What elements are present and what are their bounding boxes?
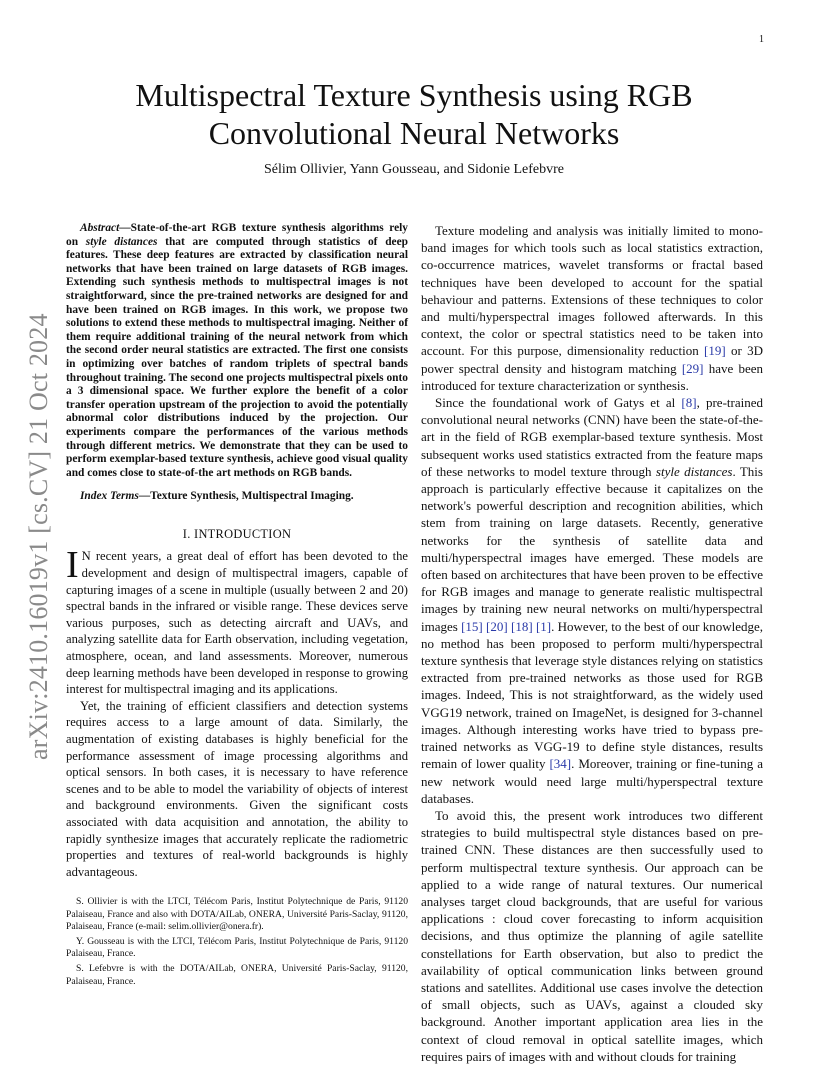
text-run: . This approach is particularly effective because it capitalizes on the network's powerful description and recognition abilities, which stem from training on large datasets. Recently, generative networks for the synthesis of satellite data and multi/hyperspectral images have emerged. These models are often based on architectures that have been proven to be effective for RGB images and manage to generate realistic multispectral images by training new neural networks on multi/hyperspectral images bbox=[421, 463, 763, 634]
text-run: . However, to the best of our knowledge, no method has been proposed to perform multi/hyperspectral texture synthesis that leverage style distances relying on statistics extracted from pre-trained networks as those used for RGB images. Indeed, This is not straightforward, as the widely used VGG19 network, trained on ImageNet, is designed for 3-channel images. Although interesting works have tried to bypass pre-trained networks as VGG-19 to define style distances, results remain of lower quality bbox=[421, 618, 764, 772]
abstract-text-2: that are computed through statistics of deep features. These deep features are extracted by classification neural networks that have been trained on large datasets of RGB images. Extending such synthesis methods to multispectral images is not straightforward, since the pre-trained networks are designed for and have been trained on RGB images. In this work, we propose two solutions to extend these methods to multispectral imaging. Neither of them require additional training of the neural network from which the second order neural statistics are extracted. The first one consists in optimizing over batches of random triplets of spectral bands throughout training. The second one projects multispectral pixels onto a 3 dimensional space. We further explore the benefit of a color transfer operation upstream of the projection to avoid the potentially abnormal color distributions induced by the projection. Our experiments compare the performances of the various methods through different metrics. We demonstrate that they can be used to perform exemplar-based texture synthesis, achieve good visual quality and comes close to state-of-the art methods on RGB bands. bbox=[66, 235, 408, 479]
dropcap-letter: I bbox=[66, 544, 79, 587]
citation-link[interactable]: [20] bbox=[486, 618, 508, 634]
abstract-lead: Abstract bbox=[80, 222, 120, 234]
citation-link[interactable]: [34] bbox=[549, 756, 572, 772]
abstract bbox=[66, 222, 408, 480]
page-number: 1 bbox=[759, 34, 764, 45]
abstract-emphasis: style distances bbox=[85, 235, 158, 248]
intro-paragraph-1 bbox=[66, 544, 408, 697]
citation-link[interactable]: [18] bbox=[511, 618, 533, 634]
right-paragraph-3: To avoid this, the present work introduces two different strategies to build multispectral style distances based on pre-trained CNN. These distances are then successfully used to perform multispectral texture synthesis. Our approach can be applied to a wide range of natural textures. Our numerical analyses target cloud backgrounds, that are useful for various applications : cloud cover forecasting to inform acquisition decisions, and thus optimize the planning of agile satellite constellations for Earth observation, but also to predict the availability of optical communication links between ground stations and satellites. Additional use cases involve the detection of small objects, such as UAVs, against a clouded sky background. Another important application area lies in the context of cloud removal in optical satellite images, which requires pairs of images with and without clouds for training bbox=[421, 807, 763, 1064]
author-list: Sélim Ollivier, Yann Gousseau, and Sidonie Lefebvre bbox=[263, 162, 564, 177]
text-run: or 3D power spectral density and histogram matching bbox=[421, 343, 763, 376]
emphasis-text: style distances bbox=[655, 463, 733, 479]
citation-link[interactable]: [1] bbox=[535, 618, 552, 634]
citation-link[interactable]: [8] bbox=[681, 395, 697, 411]
footnote-3: S. Lefebvre is with the DOTA/AILab, ONERA, Université Paris-Saclay, 91120, Palaiseau, France. bbox=[66, 963, 408, 987]
text-run: Since the foundational work of Gatys et al bbox=[435, 395, 682, 411]
section-title-rest: NTRODUCTION bbox=[198, 526, 292, 541]
index-terms-text: Texture Synthesis, Multispectral Imaging. bbox=[150, 490, 354, 503]
title-line-2: Convolutional Neural Networks bbox=[208, 115, 620, 151]
intro-paragraph-2: Yet, the training of efficient classifiers and detection systems requires access to a large amount of data. Similarly, the augmentation of existing databases is highly beneficial for the performance assessment of image processing algorithms and optical sensors. In both cases, it is necessary to have reference scenes and to be able to model the variability of objects of interest and background environments. Given the significant costs associated with data acquisition and annotation, the ability to rapidly synthesize images that accurately replicate the radiometric properties and textures of real-world backgrounds is highly advantageous. bbox=[66, 698, 408, 879]
citation-link[interactable]: [29] bbox=[681, 360, 704, 376]
section-numeral: I. bbox=[182, 526, 194, 541]
text-run: have been introduced for texture characterization or synthesis. bbox=[421, 360, 763, 393]
right-column bbox=[421, 222, 763, 1065]
citation-link[interactable]: [15] bbox=[461, 618, 483, 634]
arxiv-identifier-stamp[interactable]: arXiv:2410.16019v1 [cs.CV] 21 Oct 2024 bbox=[24, 313, 53, 760]
left-column bbox=[66, 222, 408, 991]
text-run: . Moreover, training or fine-tuning a new network would need large multi/hyperspectral texture databases. bbox=[421, 756, 763, 806]
index-terms bbox=[66, 490, 408, 504]
footnotes bbox=[66, 896, 408, 987]
section-title-initial: I bbox=[194, 526, 199, 541]
right-paragraph-2 bbox=[421, 394, 763, 807]
title-line-1: Multispectral Texture Synthesis using RGB bbox=[135, 77, 693, 113]
index-terms-lead: Index Terms bbox=[80, 490, 139, 503]
right-paragraph-1 bbox=[421, 222, 763, 394]
intro-paragraph-1-text: N recent years, a great deal of effort has been devoted to the development and design of multispectral imagers, capable of capturing images of a scene in multiple (usually between 2 and 20) spectral bands in the infrared or visible range. These devices serve various purposes, such as detecting aircraft and UAVs, and analyzing satellite data for Earth observation, including vegetation, atmosphere, ocean, and land assessments. Moreover, numerous deep learning methods have been developed in response to growing interest for multispectral imaging and its applications. bbox=[66, 549, 408, 697]
abstract-dash: — bbox=[119, 222, 131, 234]
index-terms-dash: — bbox=[138, 490, 151, 503]
citation-link[interactable]: [19] bbox=[704, 343, 726, 359]
text-run: , pre-trained convolutional neural networks (CNN) have been the state-of-the-art in the field of RGB exemplar-based texture synthesis. Most subsequent works used statistics extracted from the feature maps of these networks to model texture through bbox=[421, 395, 763, 479]
abstract-text-1: State-of-the-art RGB texture synthesis algorithms rely on bbox=[66, 222, 408, 248]
footnote-1: S. Ollivier is with the LTCI, Télécom Paris, Institut Polytechnique de Paris, 91120 Palaiseau, France and also with DOTA/AILab, ONERA, Université Paris-Saclay, 91120, Palaiseau, France (e-mail: selim.ollivier@onera.fr). bbox=[66, 896, 408, 932]
text-run: Texture modeling and analysis was initially limited to mono-band images for which tools such as local statistics extraction, co-occurrence matrices, wavelet transforms or fractal based techniques have been developed to account for the spatial behaviour and patterns. Extensions of these techniques to color and multi/hyperspectral images followed afterwards. In this context, the color or spectral statistics need to be taken into account. For this purpose, dimensionality reduction bbox=[421, 223, 763, 359]
paper-title bbox=[0, 76, 828, 152]
section-heading-introduction bbox=[66, 526, 408, 543]
footnote-2: Y. Gousseau is with the LTCI, Télécom Paris, Institut Polytechnique de Paris, 91120 Palaiseau, France. bbox=[66, 935, 408, 960]
